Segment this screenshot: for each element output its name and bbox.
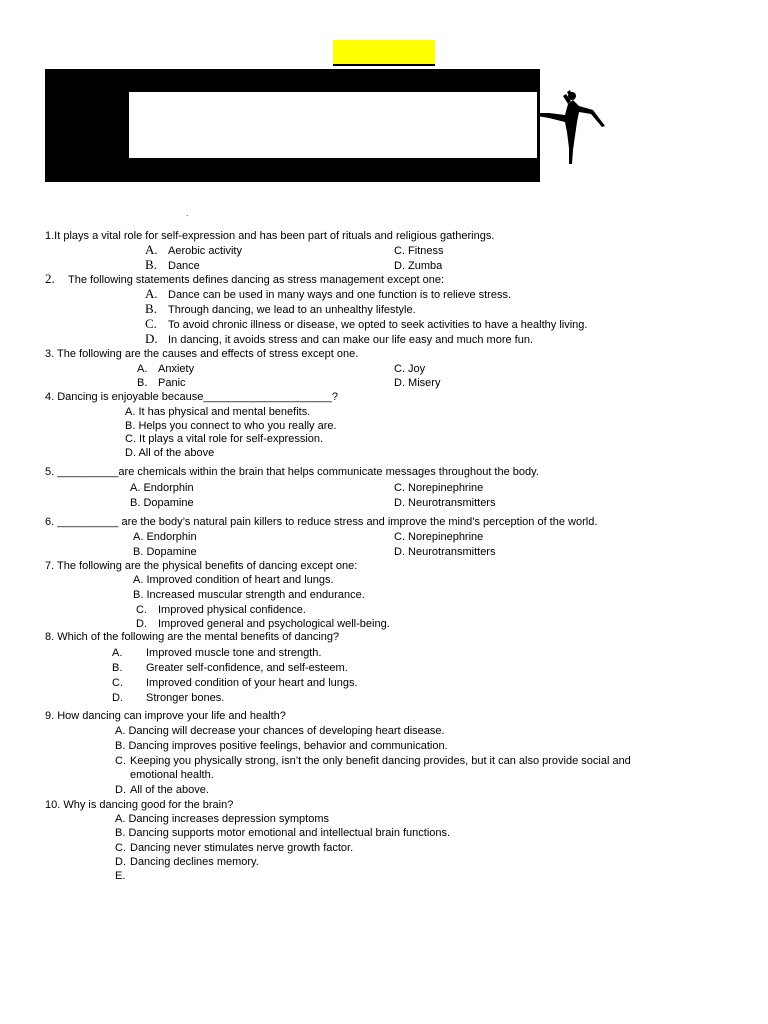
q10-letter-c: C. [115,842,126,854]
q2-letter-d: D. [145,331,158,346]
q1-letter-b: B. [145,257,157,272]
q2-option-b: Through dancing, we lead to an unhealthy lifestyle. [168,304,416,316]
q6-option-b: B. Dopamine [133,546,197,558]
q2-option-a: Dance can be used in many ways and one function is to relieve stress. [168,289,512,301]
q2-number: 2. [45,271,55,286]
title-highlight [333,40,435,66]
q6-stem: 6. __________ are the body’s natural pain killers to reduce stress and improve the mind’s perception of the world. [45,516,598,528]
q8-letter-b: B. [112,662,123,674]
q2-stem: The following statements defines dancing as stress management except one: [68,274,445,286]
q2-letter-a: A. [145,286,158,301]
q3-option-c: C. Joy [394,363,426,375]
q3-letter-a: A. [137,363,148,375]
q2-option-c: To avoid chronic illness or disease, we opted to seek activities to have a healthy living. [168,319,588,331]
q9-letter-c: C. [115,755,126,767]
q3-option-a: Anxiety [158,363,195,375]
q8-letter-c: C. [112,677,123,689]
q7-option-a: A. Improved condition of heart and lungs. [133,574,334,586]
q10-option-b: B. Dancing supports motor emotional and intellectual brain functions. [115,827,451,839]
q8-stem: 8. Which of the following are the mental benefits of dancing? [45,631,340,643]
q10-option-c: Dancing never stimulates nerve growth factor. [130,842,354,854]
q10-stem: 10. Why is dancing good for the brain? [45,799,234,811]
q8-option-d: Stronger bones. [146,692,225,704]
q1-stem: 1.It plays a vital role for self-expression and has been part of rituals and religious gatherings. [45,230,495,242]
q3-option-b: Panic [158,377,186,389]
q7-option-d: Improved general and psychological well-being. [158,618,390,630]
q7-letter-c: C. [136,604,147,616]
banner-bottom-bar [45,158,540,182]
q4-option-d: D. All of the above [125,447,215,459]
q10-option-d: Dancing declines memory. [130,856,259,868]
q10-option-a: A. Dancing increases depression symptoms [115,813,329,825]
q4-option-a: A. It has physical and mental benefits. [125,406,311,418]
q1-option-c: C. Fitness [394,245,444,257]
q9-option-d: All of the above. [130,784,209,796]
q3-option-d: D. Misery [394,377,441,389]
q9-stem: 9. How dancing can improve your life and health? [45,710,286,722]
q4-stem: 4. Dancing is enjoyable because_____________________? [45,391,338,403]
q9-option-c-line2: emotional health. [130,769,214,781]
q1-option-d: D. Zumba [394,260,443,272]
q8-letter-a: A. [112,647,123,659]
q5-option-b: B. Dopamine [130,497,194,509]
q1-letter-a: A. [145,242,158,257]
q5-option-c: C. Norepinephrine [394,482,484,494]
q9-letter-d: D. [115,784,126,796]
q5-option-a: A. Endorphin [130,482,194,494]
q7-stem: 7. The following are the physical benefits of dancing except one: [45,560,358,572]
q6-option-d: D. Neurotransmitters [394,546,496,558]
q3-stem: 3. The following are the causes and effects of stress except one. [45,348,359,360]
q1-option-b: Dance [168,260,200,272]
q4-option-c: C. It plays a vital role for self-expression. [125,433,324,445]
q2-letter-b: B. [145,301,157,316]
stray-mark: . [186,208,189,218]
q8-option-c: Improved condition of your heart and lungs. [146,677,358,689]
q7-option-c: Improved physical confidence. [158,604,306,616]
q8-option-b: Greater self-confidence, and self-esteem. [146,662,348,674]
q9-option-b: B. Dancing improves positive feelings, behavior and communication. [115,740,448,752]
q8-option-a: Improved muscle tone and strength. [146,647,322,659]
q4-option-b: B. Helps you connect to who you really are. [125,420,337,432]
q3-letter-b: B. [137,377,148,389]
q6-option-c: C. Norepinephrine [394,531,484,543]
q10-letter-d: D. [115,856,126,868]
q1-option-a: Aerobic activity [168,245,242,257]
q10-option-e: E. [115,870,126,882]
q8-letter-d: D. [112,692,123,704]
q7-letter-d: D. [136,618,147,630]
q2-letter-c: C. [145,316,157,331]
q9-option-c-line1: Keeping you physically strong, isn’t the only benefit dancing provides, but it can also provide social and [130,755,631,767]
dancer-silhouette-icon [535,88,610,168]
q2-option-d: In dancing, it avoids stress and can make our life easy and much more fun. [168,334,534,346]
q7-option-b: B. Increased muscular strength and endurance. [133,589,365,601]
q5-stem: 5. __________are chemicals within the brain that helps communicate messages throughout the body. [45,466,539,478]
q6-option-a: A. Endorphin [133,531,197,543]
q9-option-a: A. Dancing will decrease your chances of developing heart disease. [115,725,445,737]
q5-option-d: D. Neurotransmitters [394,497,496,509]
